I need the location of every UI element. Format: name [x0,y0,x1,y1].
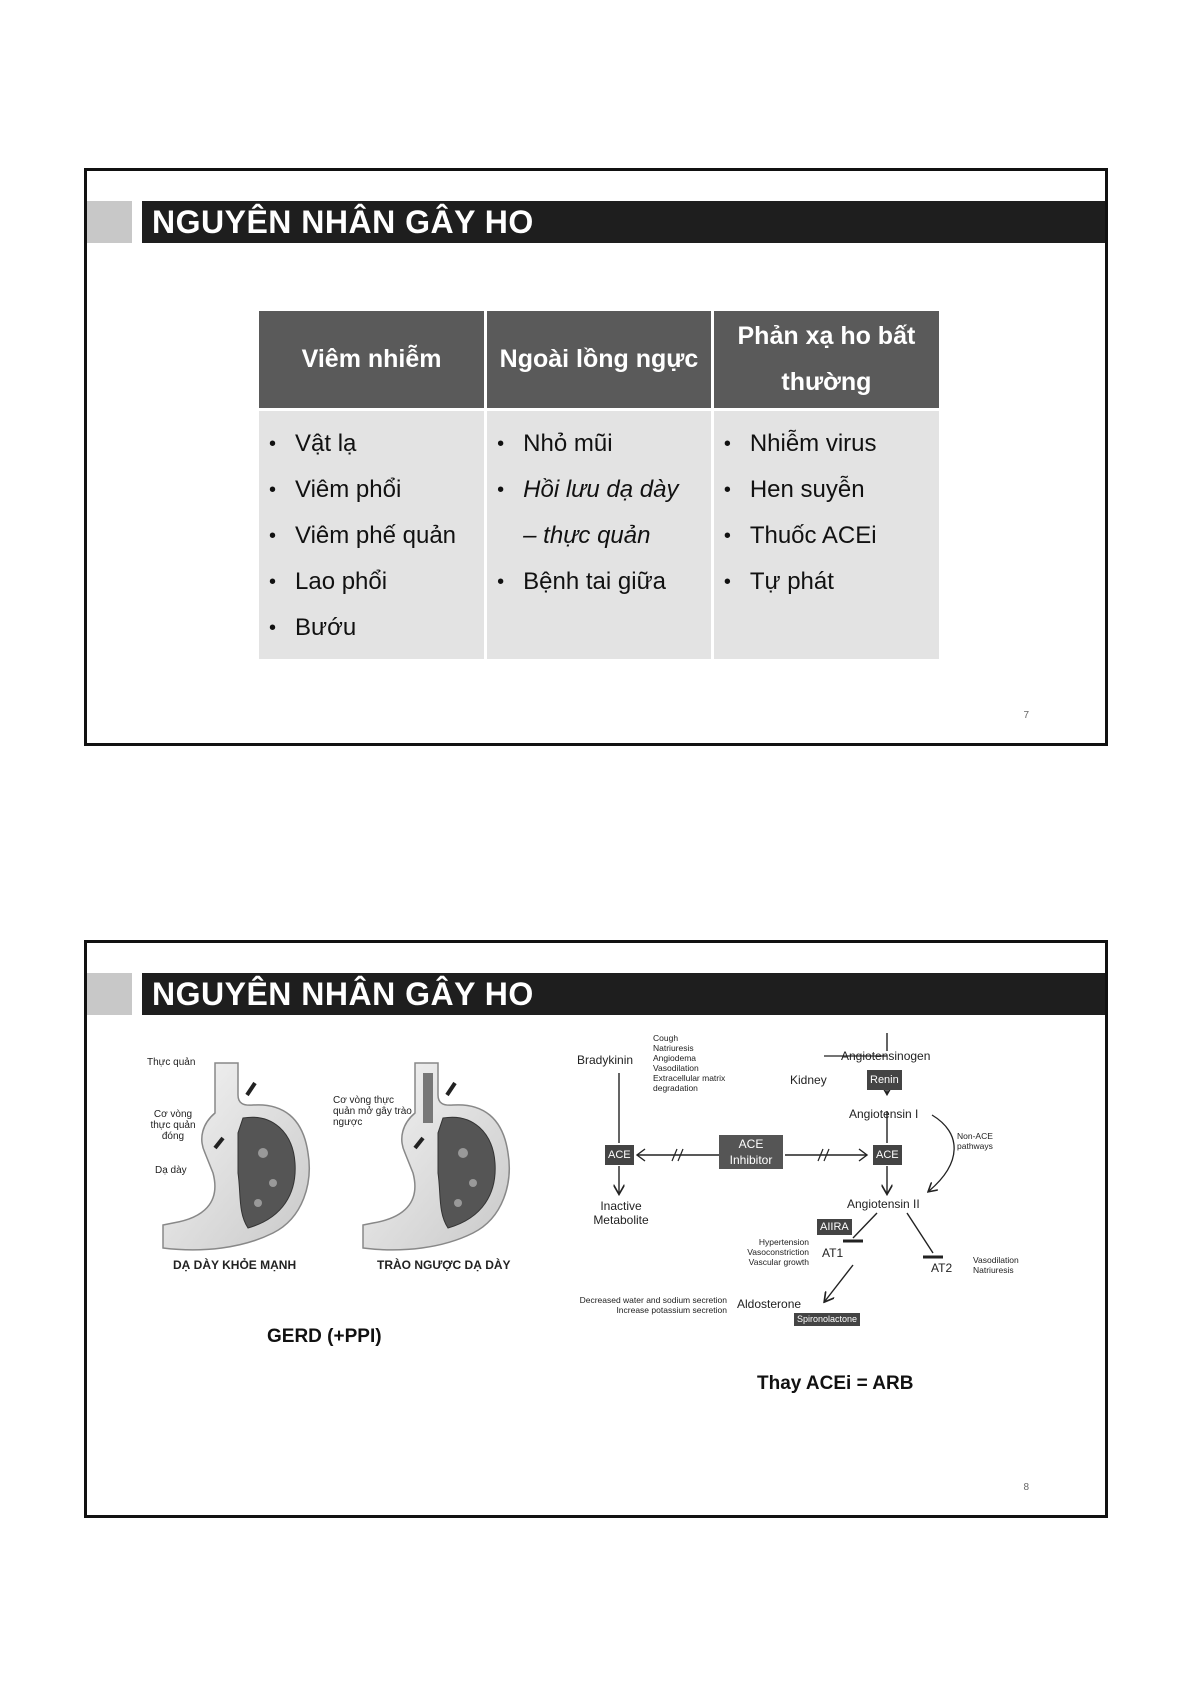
at1-receptor: AT1 [822,1246,844,1260]
aiira-box: AIIRA [817,1219,852,1235]
bradykinin-effect: Angiodema [653,1053,697,1063]
col-infection [259,409,486,659]
page-number: 7 [1023,710,1029,721]
title-accent-square [87,201,132,243]
arb-summary: Thay ACEi = ARB [757,1373,914,1394]
list-item: • Vật lạ [269,429,357,457]
healthy-stomach [163,1063,309,1250]
bradykinin: Bradykinin [577,1053,634,1067]
list-item: • Bướu [269,613,357,641]
ace-box-left: ACE [605,1145,634,1165]
bradykinin-effect: Natriuresis [653,1043,694,1053]
caption-reflux: TRÀO NGƯỢC DẠ DÀY [377,1258,511,1272]
gerd-label: GERD (+PPI) [267,1326,382,1347]
kidney: Kidney [790,1073,827,1087]
label-esophagus: Thực quản [147,1057,196,1068]
label-sphincter-closed: Cơ vòng thực quản đóng [150,1109,196,1142]
bradykinin-effect: degradation [653,1083,698,1093]
aldosterone: Aldosterone [737,1297,802,1311]
label-stomach: Dạ dày [155,1165,187,1176]
list-item: • Nhỏ mũi [497,429,613,457]
ace-box-right: ACE [873,1145,902,1165]
header-abnormal-reflex: Phản xạ ho bất thường [712,311,939,409]
stomach-illustration [143,1043,523,1303]
list-item: • Nhiễm virus [723,429,877,457]
spironolactone-box: Spironolactone [794,1313,860,1326]
bradykinin-effect: Cough [653,1033,679,1043]
col-extrathoracic [486,409,713,659]
page-number: 8 [1023,1482,1029,1493]
at2-effect: Natriuresis [973,1265,1014,1275]
list-item: • Lao phổi [269,567,388,595]
header-infection: Viêm nhiễm [259,311,486,409]
angiotensin-1: Angiotensin I [849,1107,919,1121]
list-item: • Hồi lưu dạ dày – thực quản [497,475,679,549]
reflux-stomach [363,1063,509,1250]
aldosterone-effect: Decreased water and sodium secretion [579,1295,727,1305]
list-item: • Bệnh tai giữa [497,567,666,595]
at2-receptor: AT2 [931,1261,953,1275]
label-sphincter-open: Cơ vòng thực quản mở gây trào ngược [333,1095,412,1128]
bradykinin-effect: Extracellular matrix [653,1073,726,1083]
angiotensin-2: Angiotensin II [847,1197,920,1211]
list-item: • Thuốc ACEi [723,521,877,549]
aldosterone-effect: Increase potassium secretion [616,1305,727,1315]
at1-effect: Vasoconstriction [747,1247,809,1257]
ace-inhibitor-box: ACE Inhibitor [719,1135,783,1169]
inactive-metabolite: Inactive Metabolite [593,1199,649,1227]
renin-box: Renin [867,1070,902,1090]
table-header-row [259,311,939,409]
list-item: • Viêm phế quản [269,521,457,549]
slide-title: NGUYÊN NHÂN GÂY HO [142,201,1105,243]
at1-effect: Hypertension [758,1237,809,1247]
slide-title-bar [87,973,1105,1015]
slide-8 [84,940,1108,1518]
non-ace-pathways: Non-ACE pathways [957,1131,993,1151]
slide-title: NGUYÊN NHÂN GÂY HO [142,973,1105,1015]
angiotensinogen: Angiotensinogen [841,1049,931,1063]
list-item: • Tự phát [723,567,834,595]
list-item: • Viêm phổi [269,475,402,503]
col-abnormal-reflex [712,409,939,659]
at2-effect: Vasodilation [973,1255,1019,1265]
slide-title-bar [87,201,1105,243]
caption-healthy: DẠ DÀY KHỎE MẠNH [173,1258,297,1272]
title-accent-square [87,973,132,1015]
at1-effect: Vascular growth [748,1257,809,1267]
header-extrathoracic: Ngoài lồng ngực [486,311,713,409]
list-item: • Hen suyễn [723,475,865,503]
table-body-row [259,409,939,659]
raas-diagram [577,1033,1027,1373]
bradykinin-effect: Vasodilation [653,1063,699,1073]
slide-7 [84,168,1108,746]
cause-table [259,311,939,659]
